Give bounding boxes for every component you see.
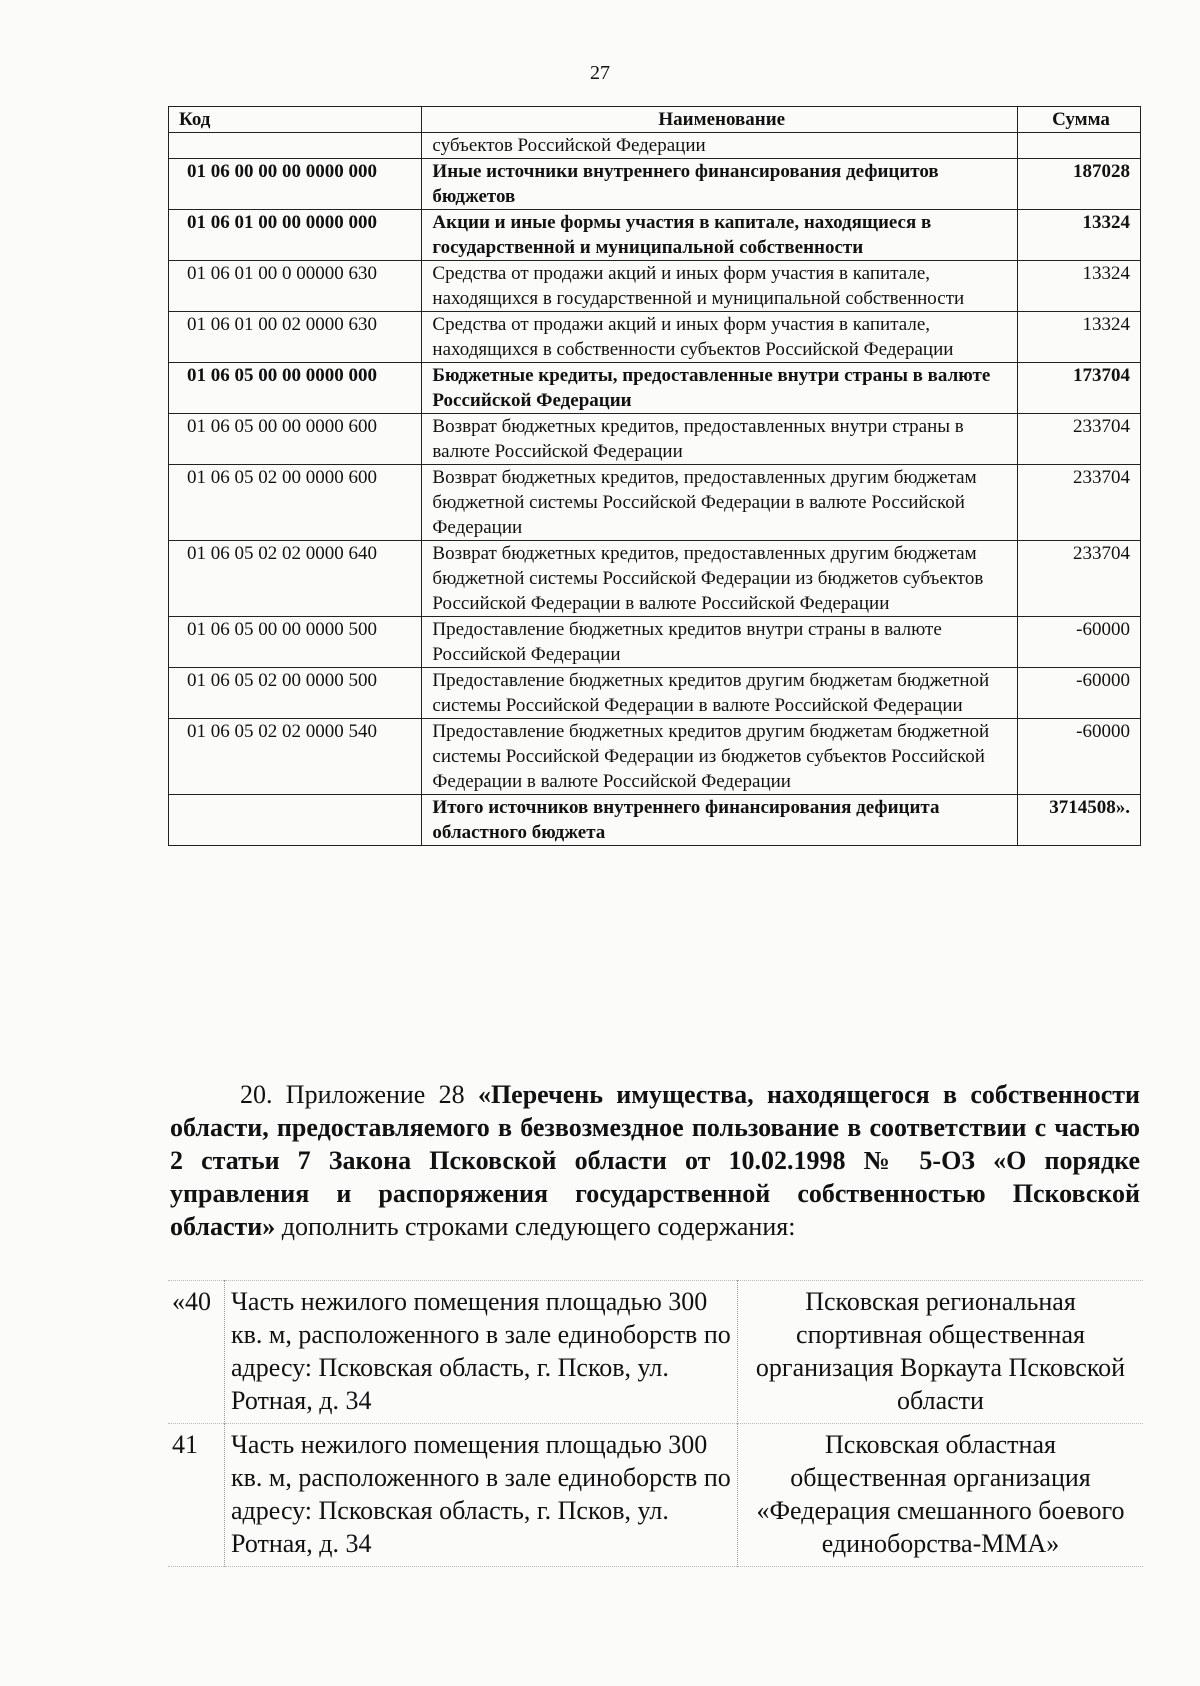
table-row [169,617,1141,668]
row-sum: 13324 [1018,261,1141,312]
header-sum: Сумма [1018,107,1141,133]
row-sum: -60000 [1018,668,1141,719]
row-name: Возврат бюджетных кредитов, предоставленных другим бюджетам бюджетной системы Российской Федерации в валюте Российской Федерации [422,465,1018,541]
row-name: Средства от продажи акций и иных форм участия в капитале, находящихся в собственности субъектов Российской Федерации [422,312,1018,363]
row-code: 01 06 05 02 00 0000 600 [169,465,422,541]
property-table [168,1280,1143,1567]
row-name: Итого источников внутреннего финансирования дефицита областного бюджета [422,795,1018,846]
row-sum: 233704 [1018,465,1141,541]
row-name: Акции и иные формы участия в капитале, находящиеся в государственной и муниципальной собственности [422,210,1018,261]
header-code: Код [169,107,422,133]
property-table-body [168,1281,1143,1567]
amendment-paragraph [170,1078,1140,1243]
table-row [169,133,1141,159]
table-row [169,363,1141,414]
row-name: Бюджетные кредиты, предоставленные внутри страны в валюте Российской Федерации [422,363,1018,414]
row-sum: 13324 [1018,312,1141,363]
row-sum: -60000 [1018,719,1141,795]
row-sum: -60000 [1018,617,1141,668]
row-name: Возврат бюджетных кредитов, предоставленных внутри страны в валюте Российской Федерации [422,414,1018,465]
property-description: Часть нежилого помещения площадью 300 кв. м, расположенного в зале единоборств по адресу: Псковская область, г. Псков, ул. Ротная, д. 34 [225,1281,738,1424]
property-row [168,1424,1143,1567]
row-code: 01 06 05 00 00 0000 000 [169,363,422,414]
header-name: Наименование [422,107,1018,133]
row-name: Иные источники внутреннего финансирования дефицитов бюджетов [422,159,1018,210]
row-name: субъектов Российской Федерации [422,133,1018,159]
property-row [168,1281,1143,1424]
row-code [169,795,422,846]
table-row [169,465,1141,541]
row-sum: 173704 [1018,363,1141,414]
property-number: 41 [168,1424,225,1567]
row-name: Предоставление бюджетных кредитов внутри страны в валюте Российской Федерации [422,617,1018,668]
row-code: 01 06 01 00 00 0000 000 [169,210,422,261]
row-sum: 13324 [1018,210,1141,261]
table-row [169,210,1141,261]
table-row [169,719,1141,795]
finance-table [168,106,1141,846]
paragraph-lead: 20. Приложение 28 [240,1080,478,1109]
row-sum: 233704 [1018,414,1141,465]
paragraph-tail: дополнить строками следующего содержания: [275,1212,796,1241]
property-number: «40 [168,1281,225,1424]
table-row [169,541,1141,617]
row-code: 01 06 01 00 0 00000 630 [169,261,422,312]
table-row [169,795,1141,846]
row-code: 01 06 05 02 02 0000 640 [169,541,422,617]
table-row [169,668,1141,719]
row-sum: 3714508». [1018,795,1141,846]
property-description: Часть нежилого помещения площадью 300 кв. м, расположенного в зале единоборств по адресу: Псковская область, г. Псков, ул. Ротная, д. 34 [225,1424,738,1567]
page-number: 27 [590,62,610,84]
property-organization: Псковская областная общественная организация «Федерация смешанного боевого единоборства-ММА» [756,1430,1125,1558]
row-sum: 233704 [1018,541,1141,617]
finance-table-header [169,107,1141,133]
table-row [169,414,1141,465]
row-name: Возврат бюджетных кредитов, предоставленных другим бюджетам бюджетной системы Российской Федерации из бюджетов субъектов Российской Федерации в валюте Российской Федерации [422,541,1018,617]
property-organization: Псковская региональная спортивная общественная организация Воркаута Псковской области [755,1287,1126,1415]
row-code: 01 06 00 00 00 0000 000 [169,159,422,210]
row-code: 01 06 05 00 00 0000 500 [169,617,422,668]
row-name: Предоставление бюджетных кредитов другим бюджетам бюджетной системы Российской Федерации в валюте Российской Федерации [422,668,1018,719]
row-code: 01 06 05 00 00 0000 600 [169,414,422,465]
finance-table-body [169,133,1141,846]
table-row [169,159,1141,210]
row-code [169,133,422,159]
table-row [169,312,1141,363]
row-name: Предоставление бюджетных кредитов другим бюджетам бюджетной системы Российской Федерации из бюджетов субъектов Российской Федерации в валюте Российской Федерации [422,719,1018,795]
row-sum: 187028 [1018,159,1141,210]
row-code: 01 06 01 00 02 0000 630 [169,312,422,363]
paragraph-bold: «Перечень имущества, находящегося в собственности области, предоставляемого в безвозмездное пользование в соответствии с частью 2 статьи 7 Закона Псковской области от 10.02.1998 № 5-ОЗ «О порядке управления и распоряжения государственной собственностью Псковской области» [170,1080,1141,1241]
row-sum [1018,133,1141,159]
row-code: 01 06 05 02 00 0000 500 [169,668,422,719]
row-name: Средства от продажи акций и иных форм участия в капитале, находящихся в государственной и муниципальной собственности [422,261,1018,312]
row-code: 01 06 05 02 02 0000 540 [169,719,422,795]
table-row [169,261,1141,312]
